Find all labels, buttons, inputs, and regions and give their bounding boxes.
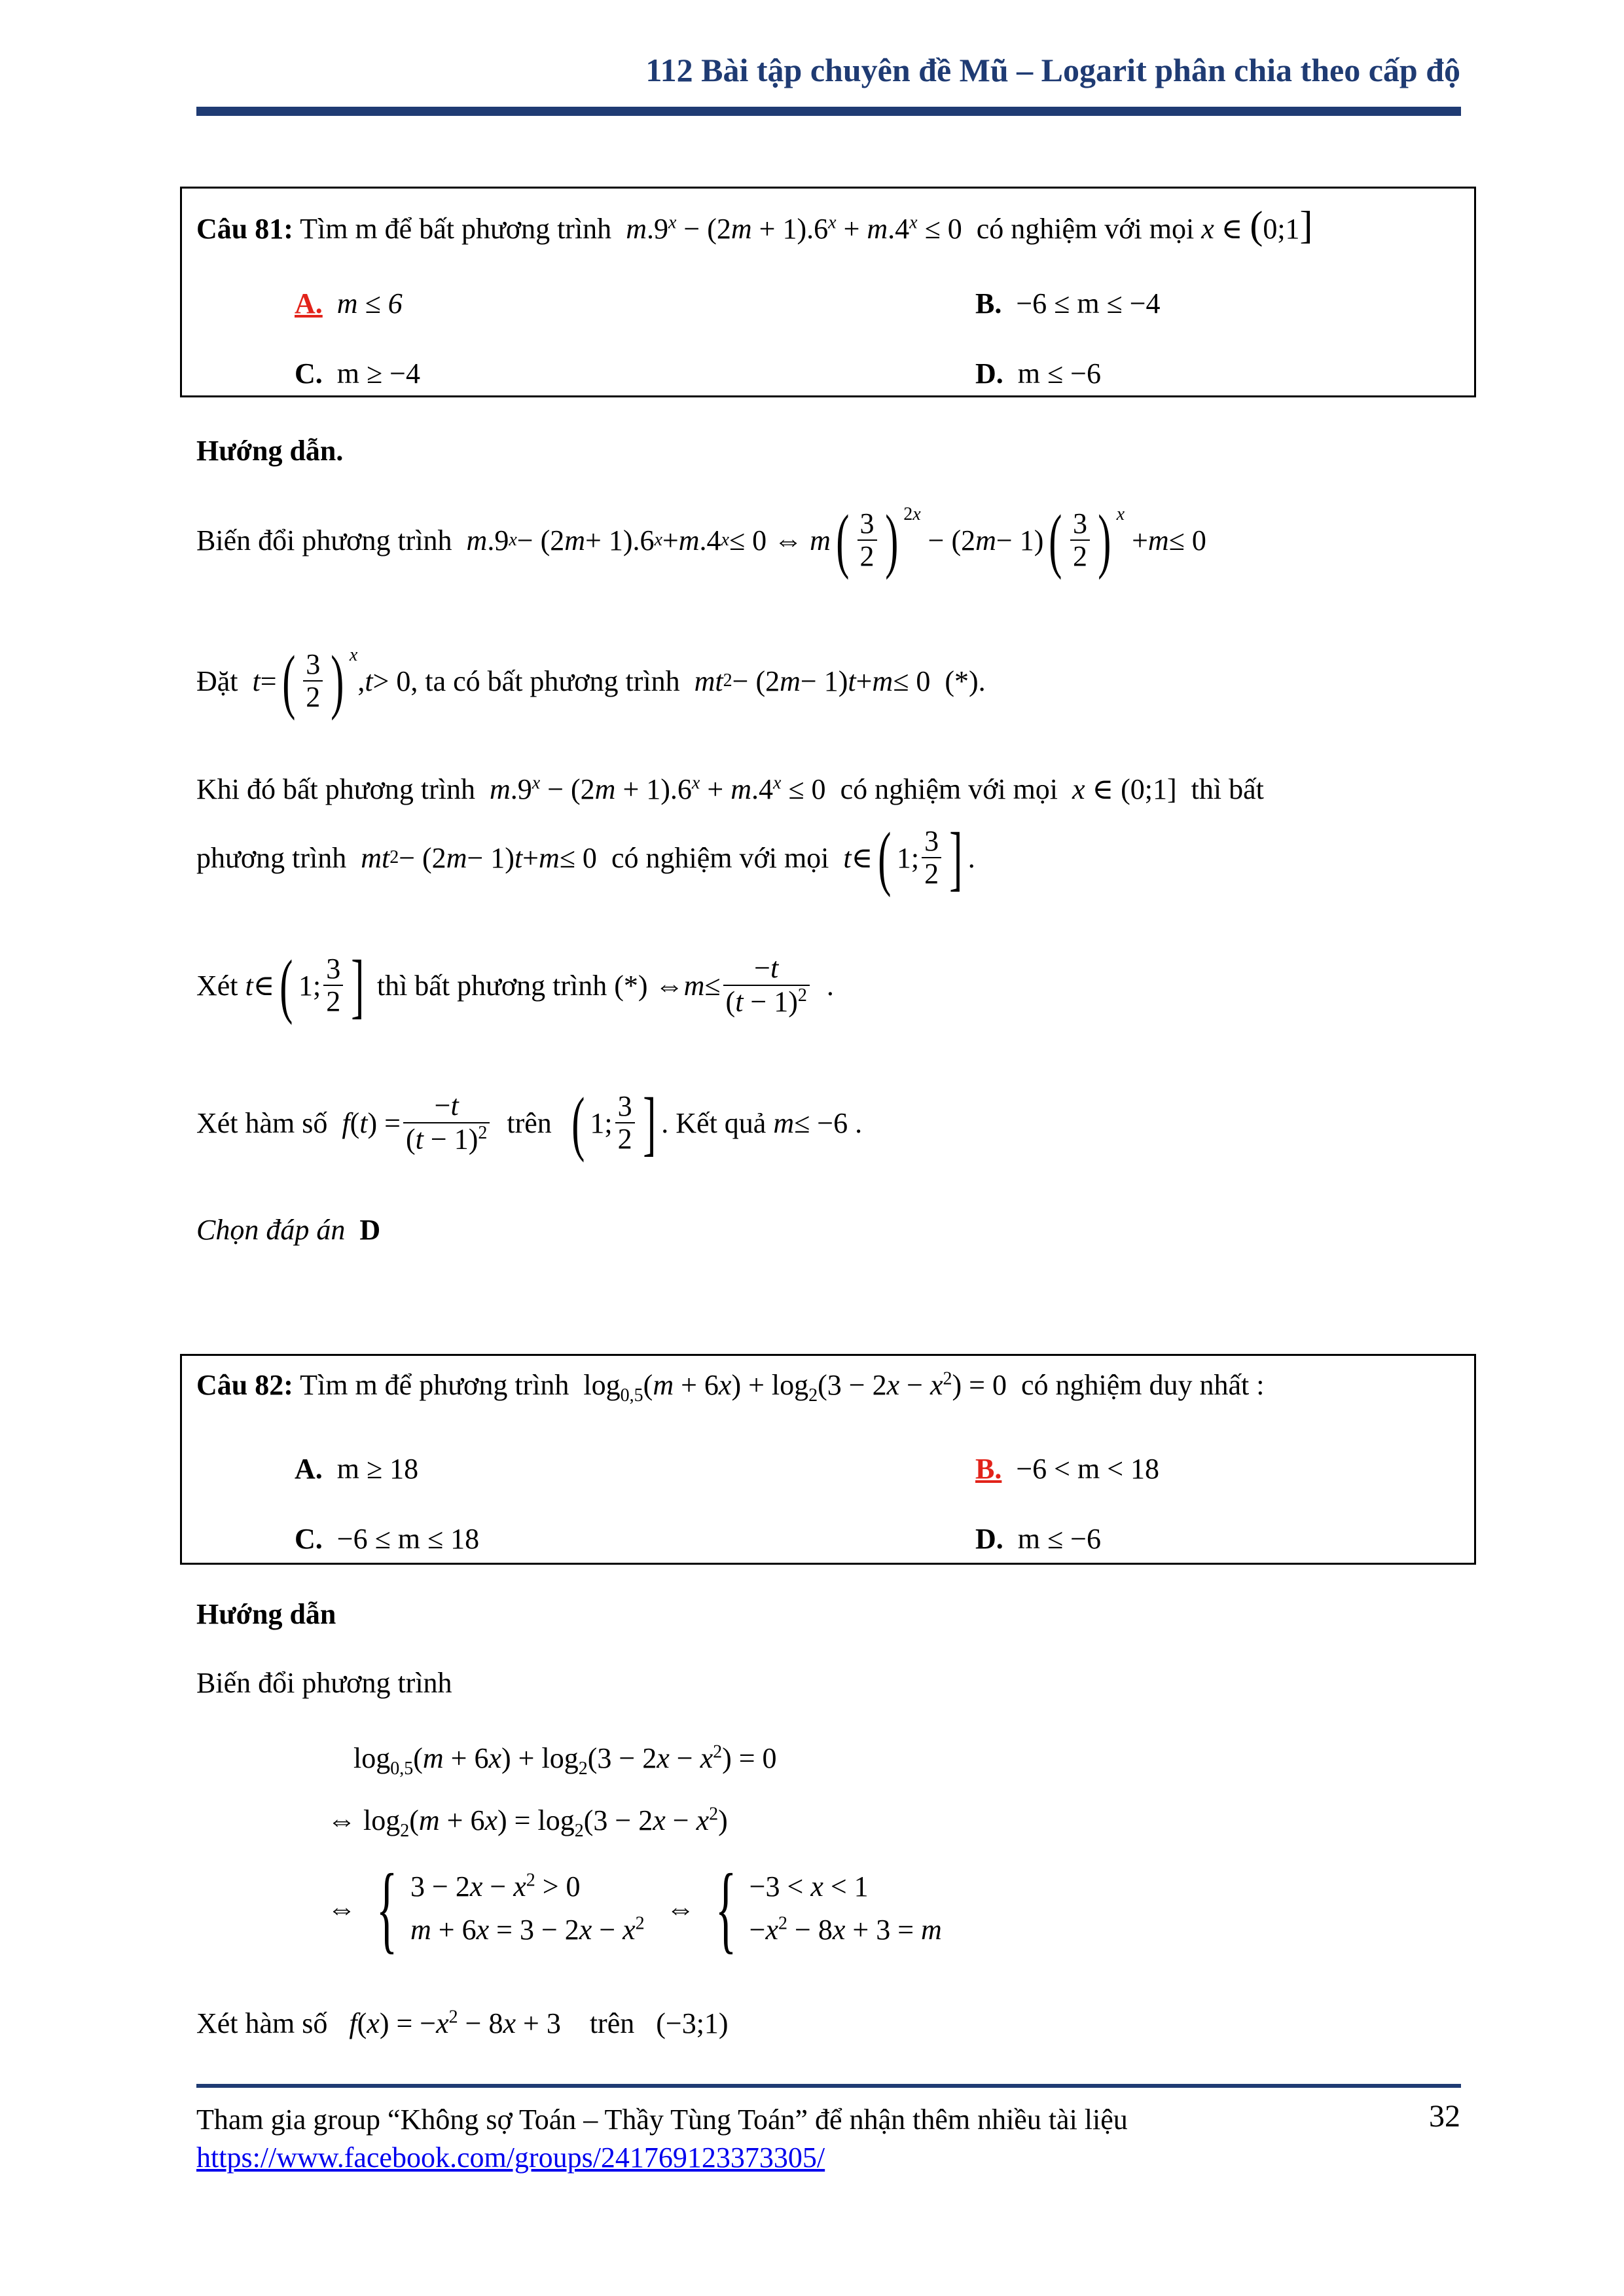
question-82-line: Câu 82: Tìm m để phương trình $\log_{0,5}(m + 6x) + \log_2(3 - 2x - x^2) = 0$ có nghiệm duy nhất : [196,1368,1265,1406]
guide-81-line-1: Biến đổi phương trình m .9 x − (2 m + 1).6 x + m .4 x ≤ 0 ⇔ m ( $\frac{3}{2}$ ) 2x − (2 m − 1) ( $\frac{3}{2}$ ) x + m ≤ 0 [196,500,1206,580]
option-81-a[interactable] [295,287,403,320]
option-81-a-text: m ≤ 6 [336,287,403,319]
option-82-a-label: A. [295,1453,323,1485]
question-82-label: Câu 82: [196,1369,293,1401]
option-81-b-text: −6 ≤ m ≤ −4 [1016,287,1161,319]
guide-81-l3c-text: thì bất [1191,773,1264,805]
guide-81-l2b-text: , ta có bất phương trình [410,665,680,697]
question-81-tail: có nghiệm với mọi [976,213,1195,245]
question-82-text: Tìm m để phương trình [300,1369,569,1401]
header-title: 112 Bài tập chuyên đề Mũ – Logarit phân chia theo cấp độ [645,52,1460,88]
footer-text: Tham gia group “Không sợ Toán – Thầy Tùng Toán” để nhận thêm nhiều tài liệu [196,2104,1128,2136]
option-82-a-text: m ≥ 18 [336,1453,419,1485]
option-81-a-label: A. [295,287,323,319]
guide-81-l2c-text: (*). [945,665,986,697]
guide-81-l6b-text: trên [507,1106,552,1139]
guide-81-l4a-text: phương trình [196,841,347,874]
guide-81-l3a-text: Khi đó bất phương trình [196,773,475,805]
option-81-d[interactable] [975,357,1101,390]
guide-82-last-b: trên [589,2007,635,2039]
guide-82-eq-3: ⇔ { $3 - 2x - x^2 > 0$ $m + 6x = 3 - 2x - x^2$ ⇔ { −3 < x < 1 $-x^2 - 8x + 3 = m$ [327,1854,942,1963]
option-81-b-label: B. [975,287,1002,319]
option-82-c-label: C. [295,1523,323,1555]
guide-81-heading: Hướng dẫn. [196,435,344,467]
footer-link[interactable]: https://www.facebook.com/groups/241769123373305/ [196,2141,825,2174]
guide-81-l1-text: Biến đổi phương trình [196,524,452,556]
footer-rule [196,2084,1461,2088]
guide-81-line-6: Xét hàm số f ( t ) = $\frac{-t}{(t - 1)^2}$ trên ( 1; $\frac{3}{2}$ ] . Kết quả m ≤ −6 . [196,1083,863,1163]
option-82-d[interactable] [975,1522,1101,1556]
question-81-line: Câu 81: Tìm m để bất phương trình $m.9^x - (2m + 1).6^x + m.4^x \le 0$ có nghiệm với mọi x ∈ (0;1] [196,204,1313,247]
option-82-d-label: D. [975,1523,1003,1555]
option-82-c[interactable] [295,1522,479,1556]
guide-81-choose-answer: D [359,1214,381,1246]
guide-81-line-4: phương trình mt 2 − (2 m − 1) t + m ≤ 0 có nghiệm với mọi t ∈ ( 1; $\frac{3}{2}$ ] . [196,818,975,898]
guide-81-l5b-text: thì bất phương trình (*) [376,969,648,1002]
question-81-text: Tìm m để bất phương trình [300,213,612,245]
guide-82-eq-2: ⇔ $\log_2(m + 6x) = \log_2(3 - 2x - x^2)$ [327,1804,728,1841]
option-81-d-label: D. [975,357,1003,390]
guide-81-choose-text: Chọn đáp án [196,1214,346,1246]
question-81-label: Câu 81: [196,213,293,245]
guide-82-last-line: Xét hàm số $f(x) = -x^2 - 8x + 3$ trên (−3;1) [196,2007,729,2039]
guide-81-line-3: Khi đó bất phương trình $m.9^x - (2m + 1).6^x + m.4^x \le 0$ có nghiệm với mọi x ∈ (0;1] thì bất [196,773,1264,805]
option-81-b[interactable] [975,287,1161,320]
guide-82-heading: Hướng dẫn [196,1598,336,1630]
header-rule [196,107,1461,116]
page-number: 32 [1429,2099,1460,2134]
option-81-c-text: m ≥ −4 [336,357,420,390]
guide-81-l2a-text: Đặt [196,665,238,697]
guide-81-l6a-text: Xét hàm số [196,1106,328,1139]
option-82-a[interactable] [295,1452,418,1485]
guide-82-line-1: Biến đổi phương trình [196,1667,452,1699]
option-82-c-text: −6 ≤ m ≤ 18 [336,1523,480,1555]
question-82-tail: có nghiệm duy nhất : [1020,1369,1265,1401]
guide-81-l6c-text: . Kết quả [661,1106,767,1139]
option-81-c[interactable] [295,357,420,390]
option-81-d-text: m ≤ −6 [1017,357,1101,390]
option-82-b[interactable] [975,1452,1159,1485]
option-82-d-text: m ≤ −6 [1017,1523,1101,1555]
option-82-b-label: B. [975,1453,1002,1485]
guide-82-eq-1: $\log_{0,5}(m + 6x) + \log_2(3 - 2x - x^2) = 0$ [353,1741,777,1779]
guide-81-line-2: Đặt t = ( $\frac{3}{2}$ ) x , t > 0 , ta có bất phương trình mt 2 − (2 m − 1) t + m ≤ 0 (*). [196,641,986,721]
guide-81-l5a-text: Xét [196,969,238,1002]
option-81-c-label: C. [295,357,323,390]
guide-82-last-a: Xét hàm số [196,2007,328,2039]
guide-81-line-5: Xét t ∈ ( 1; $\frac{3}{2}$ ] thì bất phương trình (*) ⇔ m ≤ $\frac{-t}{(t - 1)^2}$ . [196,945,834,1025]
option-82-b-text: −6 < m < 18 [1016,1453,1160,1485]
guide-81-choose [196,1213,380,1247]
guide-81-l3b-text: có nghiệm với mọi [840,773,1058,805]
guide-81-l4b-text: có nghiệm với mọi [611,841,829,874]
